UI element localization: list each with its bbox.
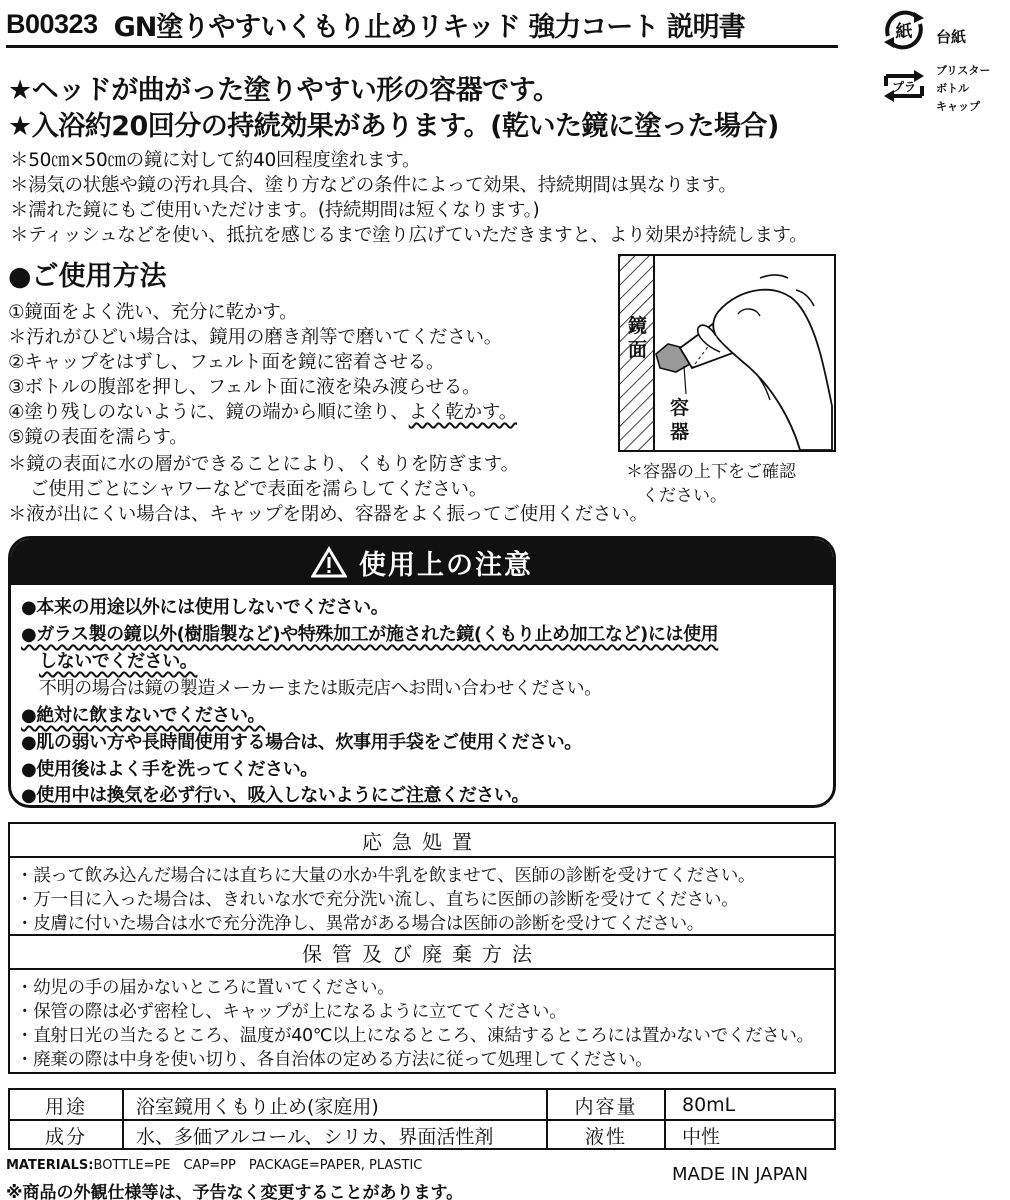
spec-volume-value: 80mL xyxy=(682,1094,736,1116)
usage-step-4 xyxy=(8,398,517,424)
illustration-caption-line-2: ください。 xyxy=(642,486,727,506)
caution-item-do-not-drink-text: ●絶対に飲まないでください。 xyxy=(21,705,266,726)
usage-step-3: ③ボトルの腹部を押し、フェルト面に液を染み渡らせる。 xyxy=(8,377,481,398)
caution-item-do-not-drink xyxy=(21,701,265,727)
document-title: GN塗りやすいくもり止めリキッド 強力コート 説明書 xyxy=(113,12,745,43)
spec-ph-label: 液性 xyxy=(584,1125,627,1148)
storage-item-seal: ・保管の際は必ず密栓し、キャップが上になるように立ててください。 xyxy=(16,1002,567,1022)
caution-item-wash-hands: ●使用後はよく手を洗ってください。 xyxy=(21,759,318,780)
caution-item-gloves: ●肌の弱い方や長時間使用する場合は、炊事用手袋をご使用ください。 xyxy=(21,732,582,753)
storage-item-temperature: ・直射日光の当たるところ、温度が40℃以上になるところ、凍結するところには置かないでください。 xyxy=(16,1026,814,1046)
document-title-bar xyxy=(6,4,838,48)
storage-item-children: ・幼児の手の届かないところに置いてください。 xyxy=(16,978,395,998)
warning-icon xyxy=(311,546,347,578)
illustration-caption-line-1: ＊容器の上下をご確認 xyxy=(626,462,796,482)
first-aid-section xyxy=(8,822,836,936)
mirror-label: 鏡面 xyxy=(628,315,648,361)
hand-bottle-illustration xyxy=(620,256,834,450)
spec-change-disclaimer: ※商品の外観仕様等は、予告なく変更することがあります。 xyxy=(6,1183,464,1200)
usage-step-1: ①鏡面をよく洗い、充分に乾かす。 xyxy=(8,302,298,323)
spec-usage-label: 用途 xyxy=(44,1095,87,1118)
note-conditions: ＊湯気の状態や鏡の汚れ具合、塗り方などの条件によって効果、持続期間は異なります。 xyxy=(10,175,737,196)
note-tissue: ＊ティッシュなどを使い、抵抗を感じるまで塗り広げていただきますと、より効果が持続します。 xyxy=(10,225,808,246)
spec-ingredients-label: 成分 xyxy=(44,1125,87,1148)
usage-step-5: ⑤鏡の表面を濡らす。 xyxy=(8,427,188,448)
usage-final-note: ＊液が出にくい場合は、キャップを閉め、容器をよく振ってご使用ください。 xyxy=(8,504,648,525)
paper-symbol: 紙 xyxy=(895,22,913,42)
spec-table xyxy=(8,1088,836,1150)
feature-duration: ★入浴約20回分の持続効果があります。(乾いた鏡に塗った場合) xyxy=(8,111,779,142)
plastic-symbol: プラ xyxy=(891,80,917,94)
materials-label: MATERIALS: xyxy=(6,1158,94,1173)
product-code: B00323 xyxy=(6,9,98,39)
spec-volume-label: 内容量 xyxy=(574,1095,638,1118)
storage-section xyxy=(8,936,836,1074)
caution-item-glass-line-3: 不明の場合は鏡の製造メーカーまたは販売店へお問い合わせください。 xyxy=(39,678,602,699)
caution-item-purpose: ●本来の用途以外には使用しないでください。 xyxy=(21,597,389,618)
container-label: 容器 xyxy=(670,397,690,443)
made-in-japan: MADE IN JAPAN xyxy=(672,1164,809,1185)
feature-shape: ★ヘッドが曲がった塗りやすい形の容器です。 xyxy=(8,75,560,106)
note-coverage: ＊50㎝×50㎝の鏡に対して約40回程度塗れます。 xyxy=(10,150,421,171)
usage-illustration xyxy=(618,254,836,452)
first-aid-title: 応急処置 xyxy=(10,824,834,858)
caution-header xyxy=(11,539,833,585)
spec-usage-value: 浴室鏡用くもり止め(家庭用) xyxy=(136,1095,379,1118)
first-aid-item-skin: ・皮膚に付いた場合は水で充分洗浄し、異常がある場合は医師の診断を受けてください。 xyxy=(16,914,704,934)
storage-item-disposal: ・廃棄の際は中身を使い切り、各自治体の定める方法に従って処理してください。 xyxy=(16,1050,653,1070)
plastic-item-blister: ブリスター xyxy=(936,64,991,77)
usage-step-1-note: ＊汚れがひどい場合は、鏡用の磨き剤等で磨いてください。 xyxy=(8,327,503,348)
illustration-caption xyxy=(626,460,796,508)
caution-item-glass-line-2: しないでください。 xyxy=(39,651,198,672)
caution-title: 使用上の注意 xyxy=(359,549,533,581)
caution-item-glass-line-1: ●ガラス製の鏡以外(樹脂製など)や特殊加工が施された鏡(くもり止め加工など)には使用 xyxy=(21,624,719,645)
usage-step-2: ②キャップをはずし、フェルト面を鏡に密着させる。 xyxy=(8,352,445,373)
plastic-recycle-icon xyxy=(880,62,928,110)
caution-box xyxy=(8,536,836,808)
spec-ph-value: 中性 xyxy=(682,1125,721,1148)
usage-heading: ●ご使用方法 xyxy=(8,261,167,292)
paper-recycle-icon xyxy=(880,6,928,54)
storage-title: 保管及び廃棄方法 xyxy=(10,936,834,970)
usage-step-4-text: ④塗り残しのないように、鏡の端から順に塗り、 xyxy=(8,402,409,423)
materials-text: BOTTLE=PE CAP=PP PACKAGE=PAPER, PLASTIC xyxy=(93,1158,423,1173)
recycle-marks xyxy=(880,6,1010,116)
first-aid-item-swallowed: ・誤って飲み込んだ場合には直ちに大量の水か牛乳を飲ませて、医師の診断を受けてください。 xyxy=(16,866,756,886)
paper-recycle-label: 台紙 xyxy=(936,28,967,46)
first-aid-item-eyes: ・万一目に入った場合は、きれいな水で充分洗い流し、直ちに医師の診断を受けてください。 xyxy=(16,890,739,910)
usage-step-4-emphasis: よく乾かす。 xyxy=(408,402,518,423)
caution-item-ventilation: ●使用中は換気を必ず行い、吸入しないようにご注意ください。 xyxy=(21,785,530,806)
note-wet-mirror: ＊濡れた鏡にもご使用いただけます。(持続期間は短くなります。) xyxy=(10,200,540,221)
plastic-item-bottle: ボトル xyxy=(936,82,969,95)
plastic-item-cap: キャップ xyxy=(936,100,980,113)
usage-step-5-note: ＊鏡の表面に水の層ができることにより、くもりを防ぎます。 xyxy=(8,454,519,475)
materials-line xyxy=(6,1154,422,1173)
usage-step-5-note-cont: ご使用ごとにシャワーなどで表面を濡らしてください。 xyxy=(30,479,488,500)
spec-ingredients-value: 水、多価アルコール、シリカ、界面活性剤 xyxy=(136,1125,494,1148)
